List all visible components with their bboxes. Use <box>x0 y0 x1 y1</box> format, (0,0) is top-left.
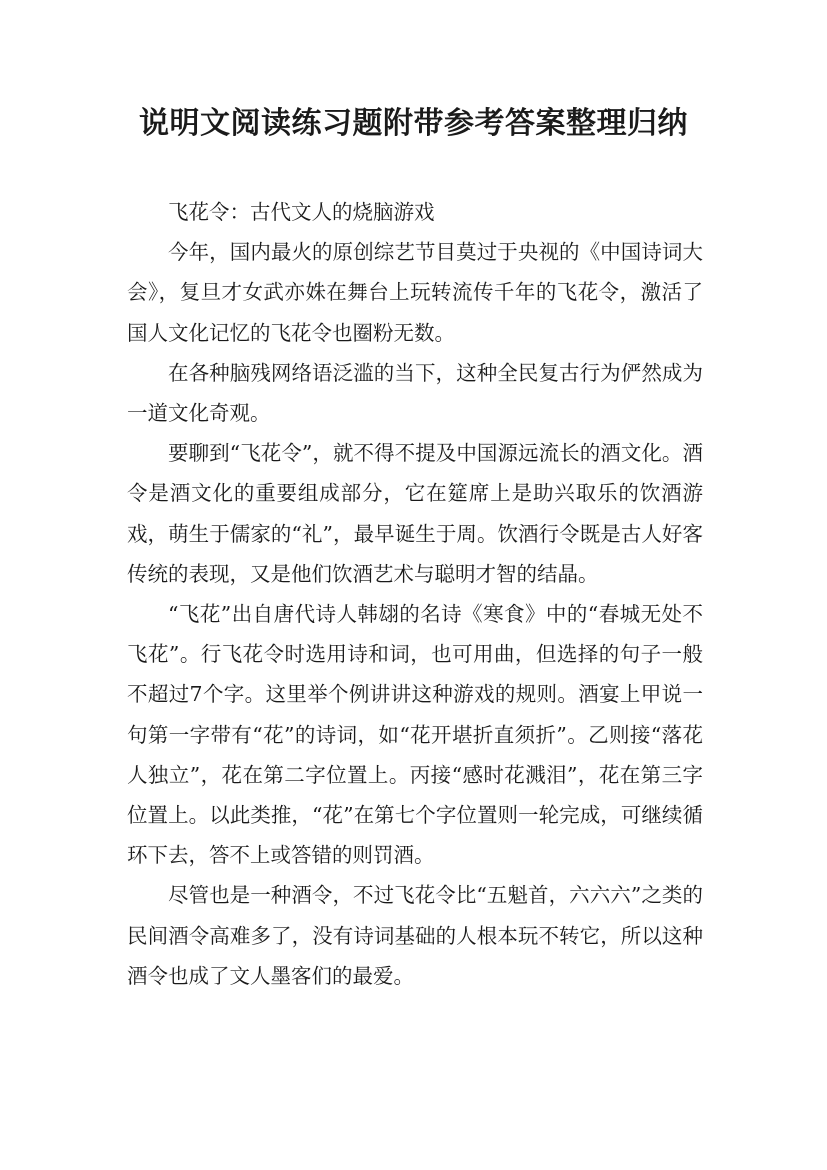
article-paragraph: 尽管也是一种酒令，不过飞花令比“五魁首，六六六”之类的民间酒令高难多了，没有诗词基础的人根本玩不转它，所以这种酒令也成了文人墨客们的最爱。 <box>127 883 703 988</box>
article-subtitle: 飞花令：古代文人的烧脑游戏 <box>168 200 435 224</box>
article-paragraph: 今年，国内最火的原创综艺节目莫过于央视的《中国诗词大会》，复旦才女武亦姝在舞台上玩转流传千年的飞花令，激活了国人文化记忆的飞花令也圈粉无数。 <box>127 240 703 345</box>
document-title: 说明文阅读练习题附带参考答案整理归纳 <box>139 106 688 141</box>
article-body <box>127 192 703 996</box>
article-paragraph: “飞花”出自唐代诗人韩翃的名诗《寒食》中的“春城无处不飞花”。行飞花令时选用诗和词，也可用曲，但选择的句子一般不超过7个字。这里举个例讲讲这种游戏的规则。酒宴上甲说一句第一字带有“花”的诗词，如“花开堪折直须折”。乙则接“落花人独立”，花在第二字位置上。丙接“感时花溅泪”，花在第三字位置上。以此类推，“花”在第七个字位置则一轮完成，可继续循环下去，答不上或答错的则罚酒。 <box>127 602 703 868</box>
article-paragraph: 在各种脑残网络语泛滥的当下，这种全民复古行为俨然成为一道文化奇观。 <box>127 360 703 426</box>
article-paragraph: 要聊到“飞花令”，就不得不提及中国源远流长的酒文化。酒令是酒文化的重要组成部分，它在筵席上是助兴取乐的饮酒游戏，萌生于儒家的“礼”，最早诞生于周。饮酒行令既是古人好客传统的表现，又是他们饮酒艺术与聪明才智的结晶。 <box>127 441 703 586</box>
